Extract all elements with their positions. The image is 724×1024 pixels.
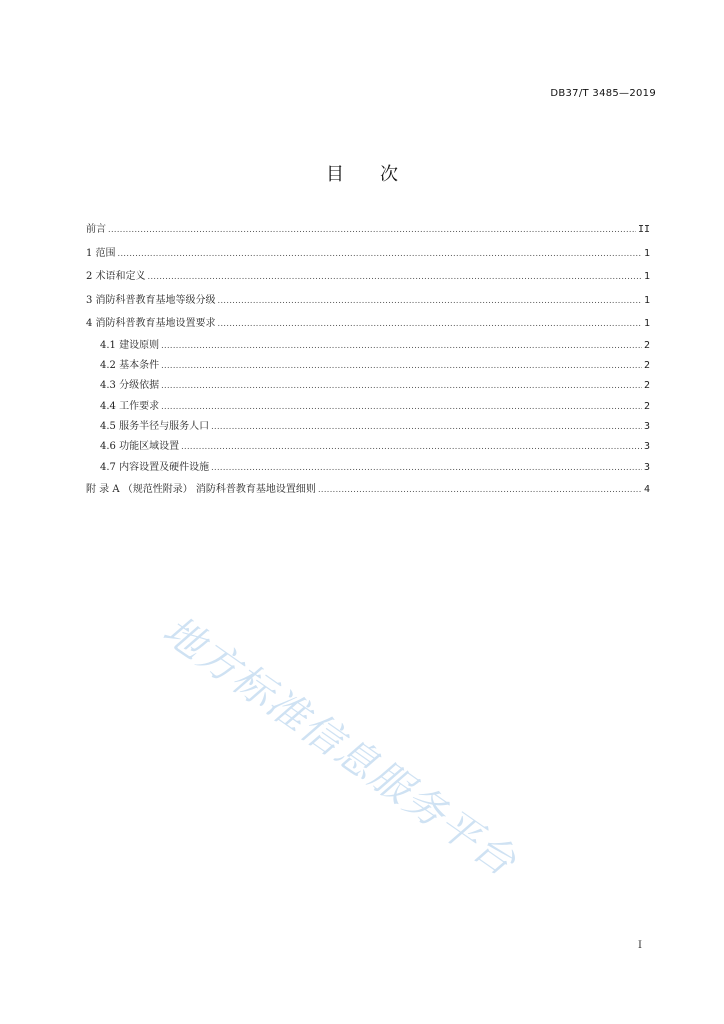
toc-entry-page: 2: [643, 400, 650, 412]
document-code: DB37/T 3485—2019: [550, 88, 656, 99]
leader-dots: [318, 478, 642, 502]
toc-entry-foreword[interactable]: [86, 218, 650, 242]
toc-entry-page: 2: [643, 339, 650, 351]
toc-subentry-4-2[interactable]: [86, 356, 650, 376]
leader-dots: [211, 458, 642, 478]
toc-entry-page: 1: [643, 271, 650, 282]
title-char-2: 次: [380, 164, 398, 185]
toc-entry-label: 4.7 内容设置及硬件设施: [100, 461, 210, 473]
toc-subentry-4-5[interactable]: [86, 417, 650, 437]
leader-dots: [108, 218, 636, 242]
toc-entry-label: 4.3 分级依据: [100, 380, 160, 392]
leader-dots: [181, 437, 642, 457]
table-of-contents: [86, 218, 650, 502]
toc-entry-terms[interactable]: [86, 265, 650, 289]
toc-entry-appendix-a[interactable]: [86, 478, 650, 502]
toc-entry-label: 2 术语和定义: [86, 271, 146, 282]
leader-dots: [118, 242, 642, 266]
toc-subentry-4-1[interactable]: [86, 336, 650, 356]
toc-entry-label: 4.2 基本条件: [100, 359, 160, 371]
toc-entry-page: 3: [643, 441, 650, 453]
page-title: [0, 160, 724, 186]
leader-dots: [218, 289, 642, 313]
leader-dots: [211, 417, 642, 437]
page-number: I: [638, 940, 642, 951]
toc-entry-page: 1: [643, 247, 650, 259]
leader-dots: [161, 356, 642, 376]
toc-entry-requirements[interactable]: [86, 312, 650, 336]
leader-dots: [161, 397, 642, 417]
toc-entry-label: 3 消防科普教育基地等级分级: [86, 294, 216, 306]
toc-entry-label: 前言: [86, 224, 106, 235]
toc-entry-page: 3: [643, 461, 650, 473]
toc-entry-page: 1: [643, 318, 650, 329]
toc-entry-label: 1 范围: [86, 247, 116, 259]
watermark: 地方标准信息服务平台: [154, 607, 525, 886]
toc-entry-grading[interactable]: [86, 289, 650, 313]
toc-entry-page: 3: [643, 421, 650, 433]
toc-entry-page: 1: [643, 294, 650, 306]
toc-subentry-4-6[interactable]: [86, 437, 650, 457]
toc-entry-label: 4.5 服务半径与服务人口: [100, 421, 210, 433]
toc-entry-page: II: [637, 224, 650, 235]
toc-entry-page: 2: [643, 380, 650, 392]
toc-subentry-4-4[interactable]: [86, 397, 650, 417]
toc-subentry-4-7[interactable]: [86, 458, 650, 478]
leader-dots: [161, 376, 642, 396]
leader-dots: [218, 312, 642, 336]
toc-entry-label: 4.6 功能区域设置: [100, 441, 180, 453]
toc-entry-label: 附 录 A （规范性附录） 消防科普教育基地设置细则: [86, 484, 316, 496]
leader-dots: [161, 336, 642, 356]
toc-entry-page: 2: [643, 359, 650, 371]
toc-entry-page: 4: [643, 484, 650, 496]
toc-entry-scope[interactable]: [86, 242, 650, 266]
toc-entry-label: 4 消防科普教育基地设置要求: [86, 318, 216, 329]
toc-entry-label: 4.1 建设原则: [100, 339, 160, 351]
leader-dots: [148, 265, 642, 289]
toc-entry-label: 4.4 工作要求: [100, 400, 160, 412]
title-char-1: 目: [326, 164, 344, 185]
toc-subentry-4-3[interactable]: [86, 376, 650, 396]
